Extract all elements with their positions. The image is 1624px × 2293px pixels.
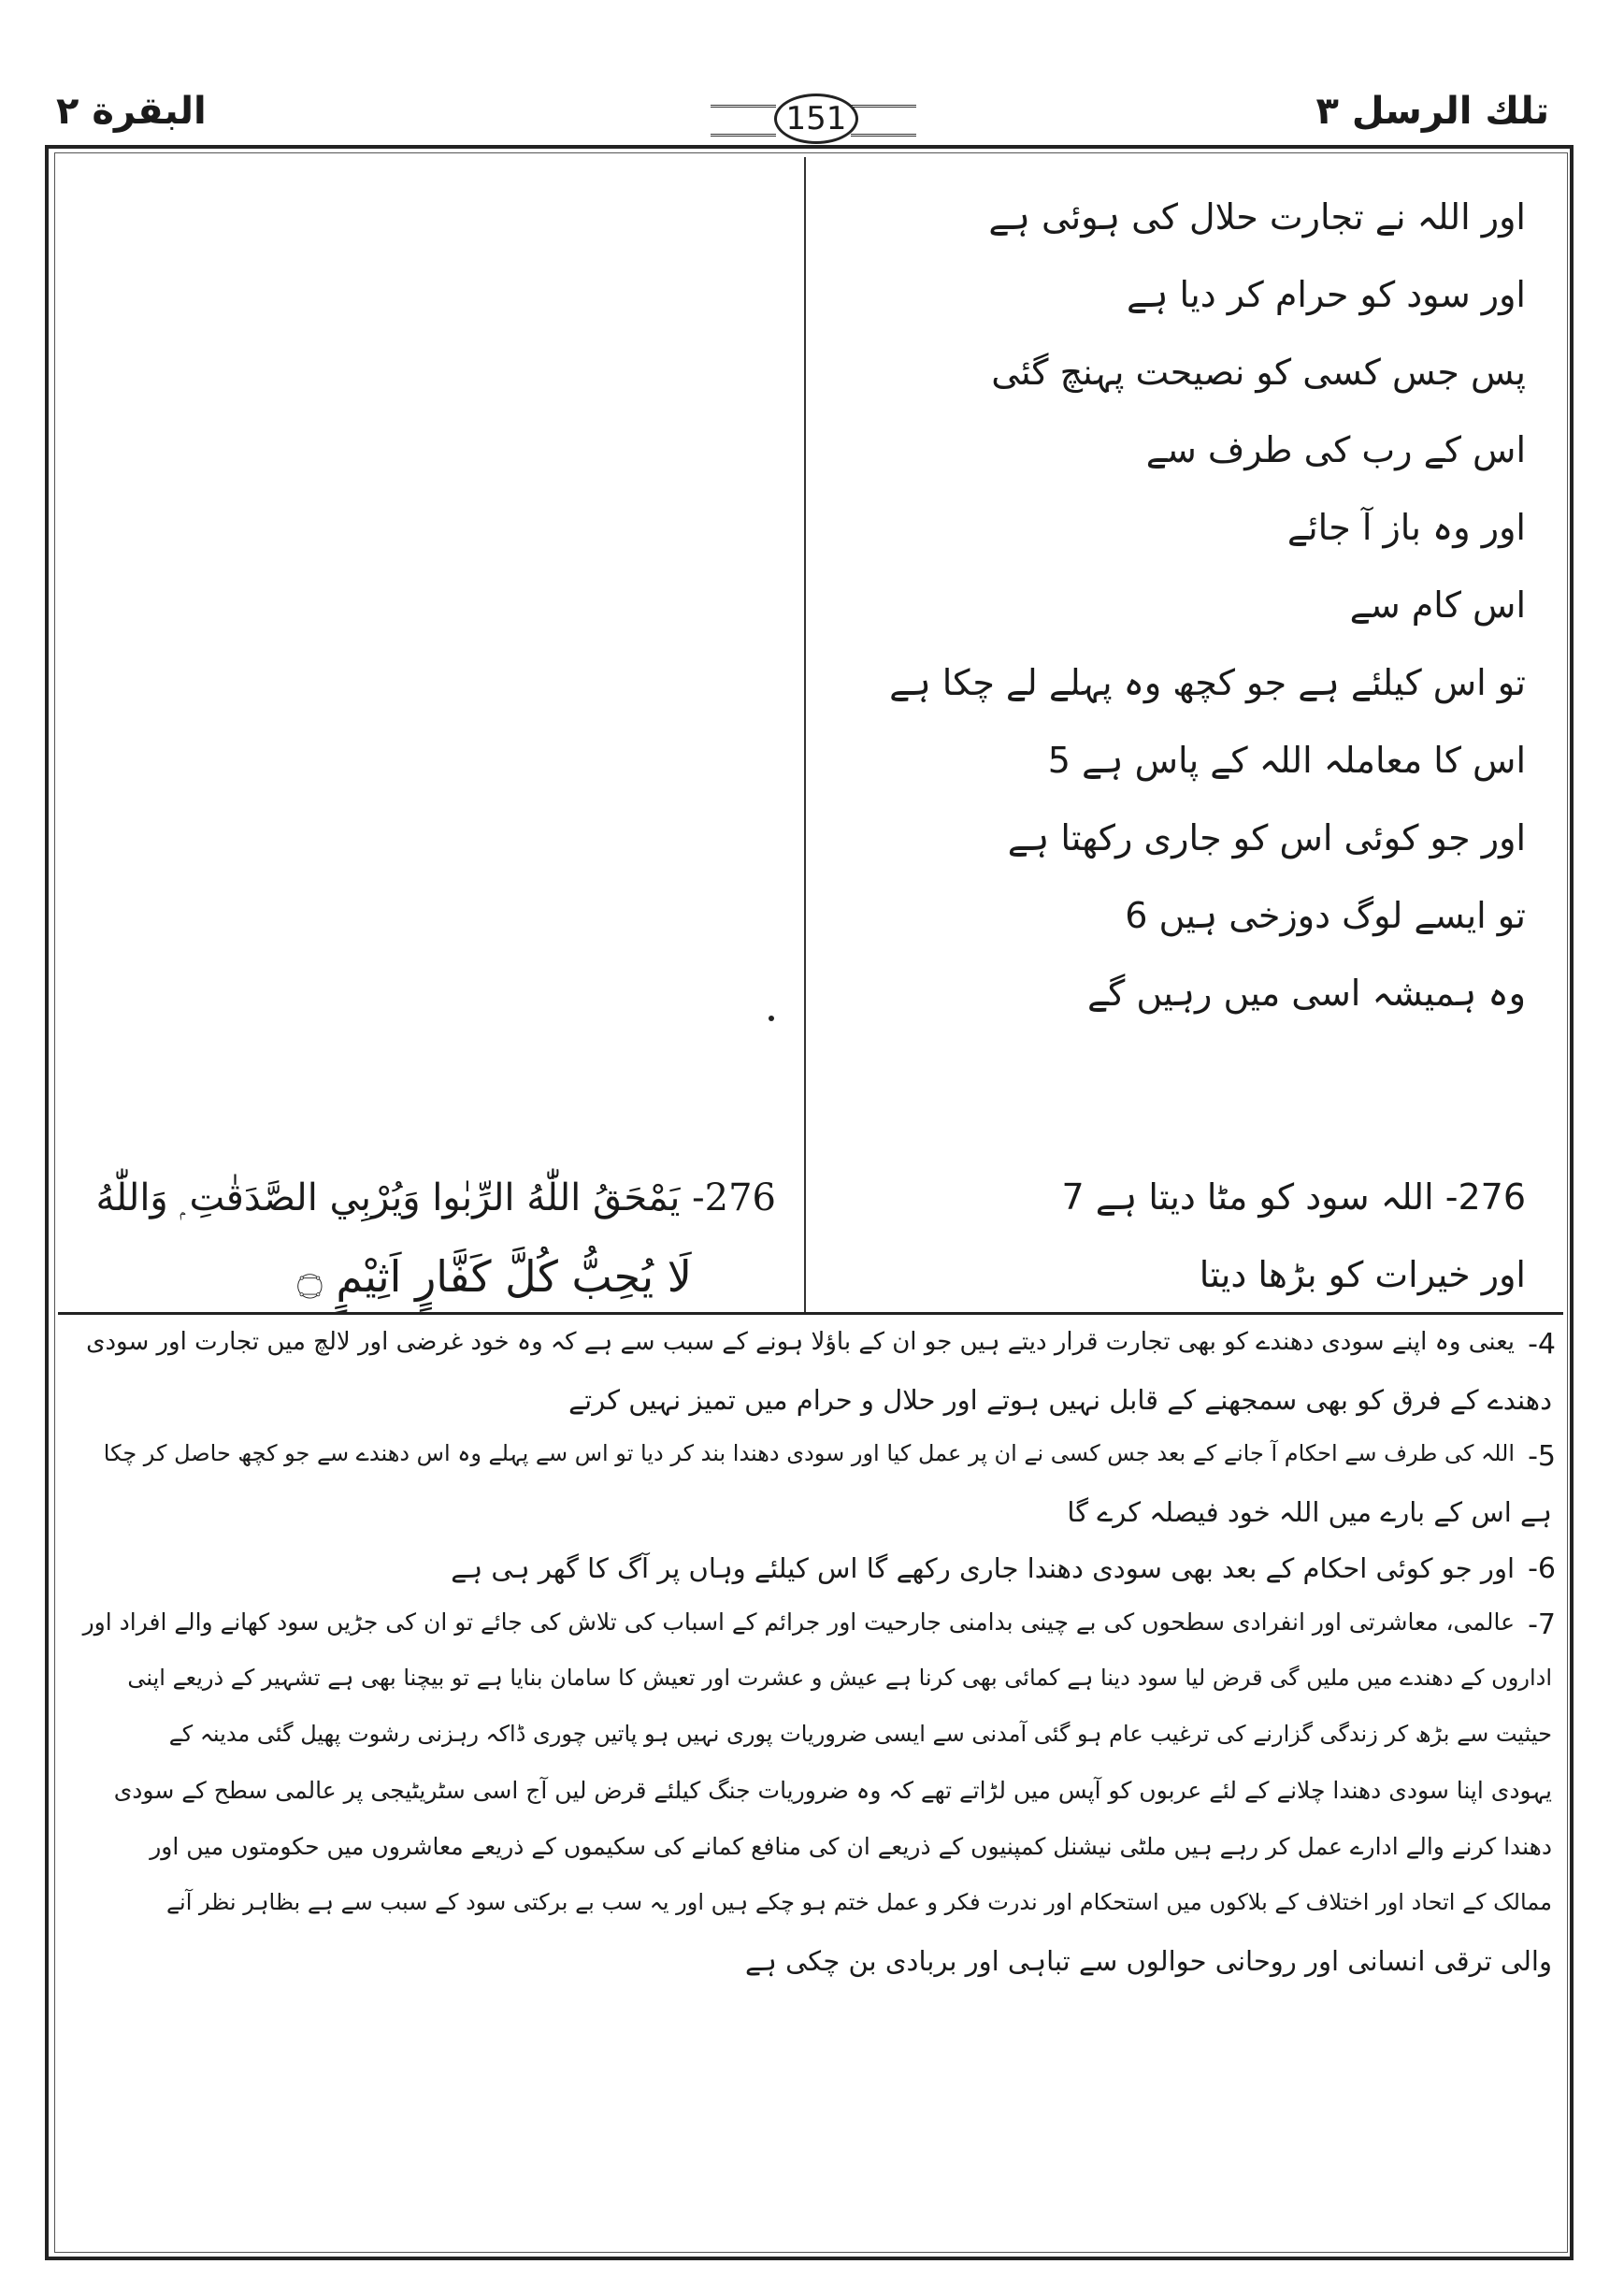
- footnote-line: والی ترقی انسانی اور روحانی حوالوں سے تباہی اور بربادی بن چکی ہے: [744, 1945, 1552, 1977]
- verse-section: [58, 157, 1563, 1312]
- surah-name: البقرة ۲: [56, 90, 207, 133]
- translation-line: اس کے رب کی طرف سے: [1145, 429, 1526, 470]
- footnote-number: 6-: [1528, 1552, 1556, 1585]
- page-number-badge: [711, 94, 916, 142]
- footnote-line: اداروں کے دھندے میں ملیں گی قرض لیا سود دینا ہے کمائی بھی کرنا ہے عیش و عشرت اور تعیش کا سامان بنایا ہے تو بیچنا بھی ہے تشہیر کے ذریعے اپنی: [127, 1665, 1552, 1691]
- footnote-line: اور جو کوئی احکام کے بعد بھی سودی دھندا جاری رکھے گا اس کیلئے وہاں پر آگ کا گھر ہی ہے: [451, 1552, 1515, 1584]
- translation-line: اس کا معاملہ اللہ کے پاس ہے 5: [1047, 740, 1526, 781]
- translation-line: 276- اللہ سود کو مٹا دیتا ہے 7: [1061, 1176, 1526, 1218]
- para-name: تلك الرسل ۳: [1315, 90, 1549, 133]
- translation-line: پس جس کسی کو نصیحت پہنچ گئی: [991, 352, 1526, 393]
- footnote-separator: [58, 1312, 1563, 1315]
- footnote-line: یہودی اپنا سودی دھندا چلانے کے لئے عربوں کو آپس میں لڑاتے تھے کہ وہ ضروریات جنگ کیلئے قرض لیں آج اسی سٹریٹیجی پر عالمی سطح کے سودی: [113, 1777, 1552, 1804]
- translation-line: تو اس کیلئے ہے جو کچھ وہ پہلے لے چکا ہے: [889, 662, 1526, 703]
- arabic-column: [58, 157, 804, 1312]
- translation-column: [806, 157, 1563, 1312]
- footnote-line: حیثیت سے بڑھ کر زندگی گزارنے کی ترغیب عام ہو گئی آمدنی سے ایسی ضروریات پوری نہیں ہو پاتیں چوری ڈاکہ رہزنی رشوت پھیل گئی مدینہ کے: [168, 1721, 1552, 1747]
- footnote-line: یعنی وہ اپنے سودی دھندے کو بھی تجارت قرار دیتے ہیں جو ان کے باؤلا ہونے کے سبب سے ہے کہ وہ خود غرضی اور لالچ میں تجارت اور سودی: [86, 1328, 1515, 1356]
- arabic-verse-line-1: 276- يَمْحَقُ اللّٰهُ الرِّبٰوا وَيُرْبِي الصَّدَقٰتِ ۭ وَاللّٰهُ: [95, 1176, 776, 1219]
- translation-line: اور سود کو حرام کر دیا ہے: [1126, 274, 1526, 315]
- left-ornament-icon: [711, 105, 776, 137]
- footnote-line: عالمی، معاشرتی اور انفرادی سطحوں کی بے چینی بدامنی جارحیت اور جرائم کے اسباب کی تلاش کی جائے تو ان کی جڑیں سود کھانے والے افراد اور: [82, 1608, 1515, 1636]
- footnote-line: اللہ کی طرف سے احکام آ جانے کے بعد جس کسی نے ان پر عمل کیا اور سودی دھندا بند کر دیا تو اس سے پہلے وہ اس دھندے سے جو کچھ حاصل کر چکا: [103, 1440, 1515, 1466]
- translation-line: اور اللہ نے تجارت حلال کی ہوئی ہے: [988, 196, 1526, 238]
- footnote-line: دھندا کرنے والے ادارے عمل کر رہے ہیں ملٹی نیشنل کمپنیوں کے ذریعے ان کی منافع کمانے کی سکیموں کے ذریعے معاشروں میں حکومتوں میں اور: [150, 1833, 1552, 1860]
- page-number: 151: [774, 94, 858, 144]
- footnote-number: 4-: [1528, 1328, 1556, 1361]
- stray-dot: [769, 1016, 774, 1021]
- footnote-line: ممالک کے اتحاد اور اختلاف کے بلاکوں میں استحکام اور ندرت فکر و عمل ختم ہو چکے ہیں اور یہ سب بے برکتی سود کے سبب سے ہے بظاہر نظر آنے: [165, 1889, 1552, 1915]
- translation-line: اس کام سے: [1349, 584, 1526, 626]
- footnote-line: دھندے کے فرق کو بھی سمجھنے کے قابل نہیں ہوتے اور حلال و حرام میں تمیز نہیں کرتے: [568, 1384, 1552, 1416]
- translation-line: اور جو کوئی اس کو جاری رکھتا ہے: [1007, 817, 1526, 858]
- footnote-number: 5-: [1528, 1440, 1556, 1473]
- right-ornament-icon: [851, 105, 916, 137]
- footnote-number: 7-: [1528, 1608, 1556, 1641]
- translation-line: وہ ہمیشہ اسی میں رہیں گے: [1086, 973, 1526, 1014]
- translation-line: اور وہ باز آ جائے: [1286, 507, 1526, 548]
- arabic-verse-line-2: لَا يُحِبُّ كُلَّ كَفَّارٍ اَثِيْمٍ ۝: [296, 1251, 692, 1302]
- translation-line: تو ایسے لوگ دوزخی ہیں 6: [1125, 895, 1526, 936]
- footnote-line: ہے اس کے بارے میں اللہ خود فیصلہ کرے گا: [1067, 1496, 1552, 1528]
- translation-line: اور خیرات کو بڑھا دیتا: [1199, 1254, 1526, 1295]
